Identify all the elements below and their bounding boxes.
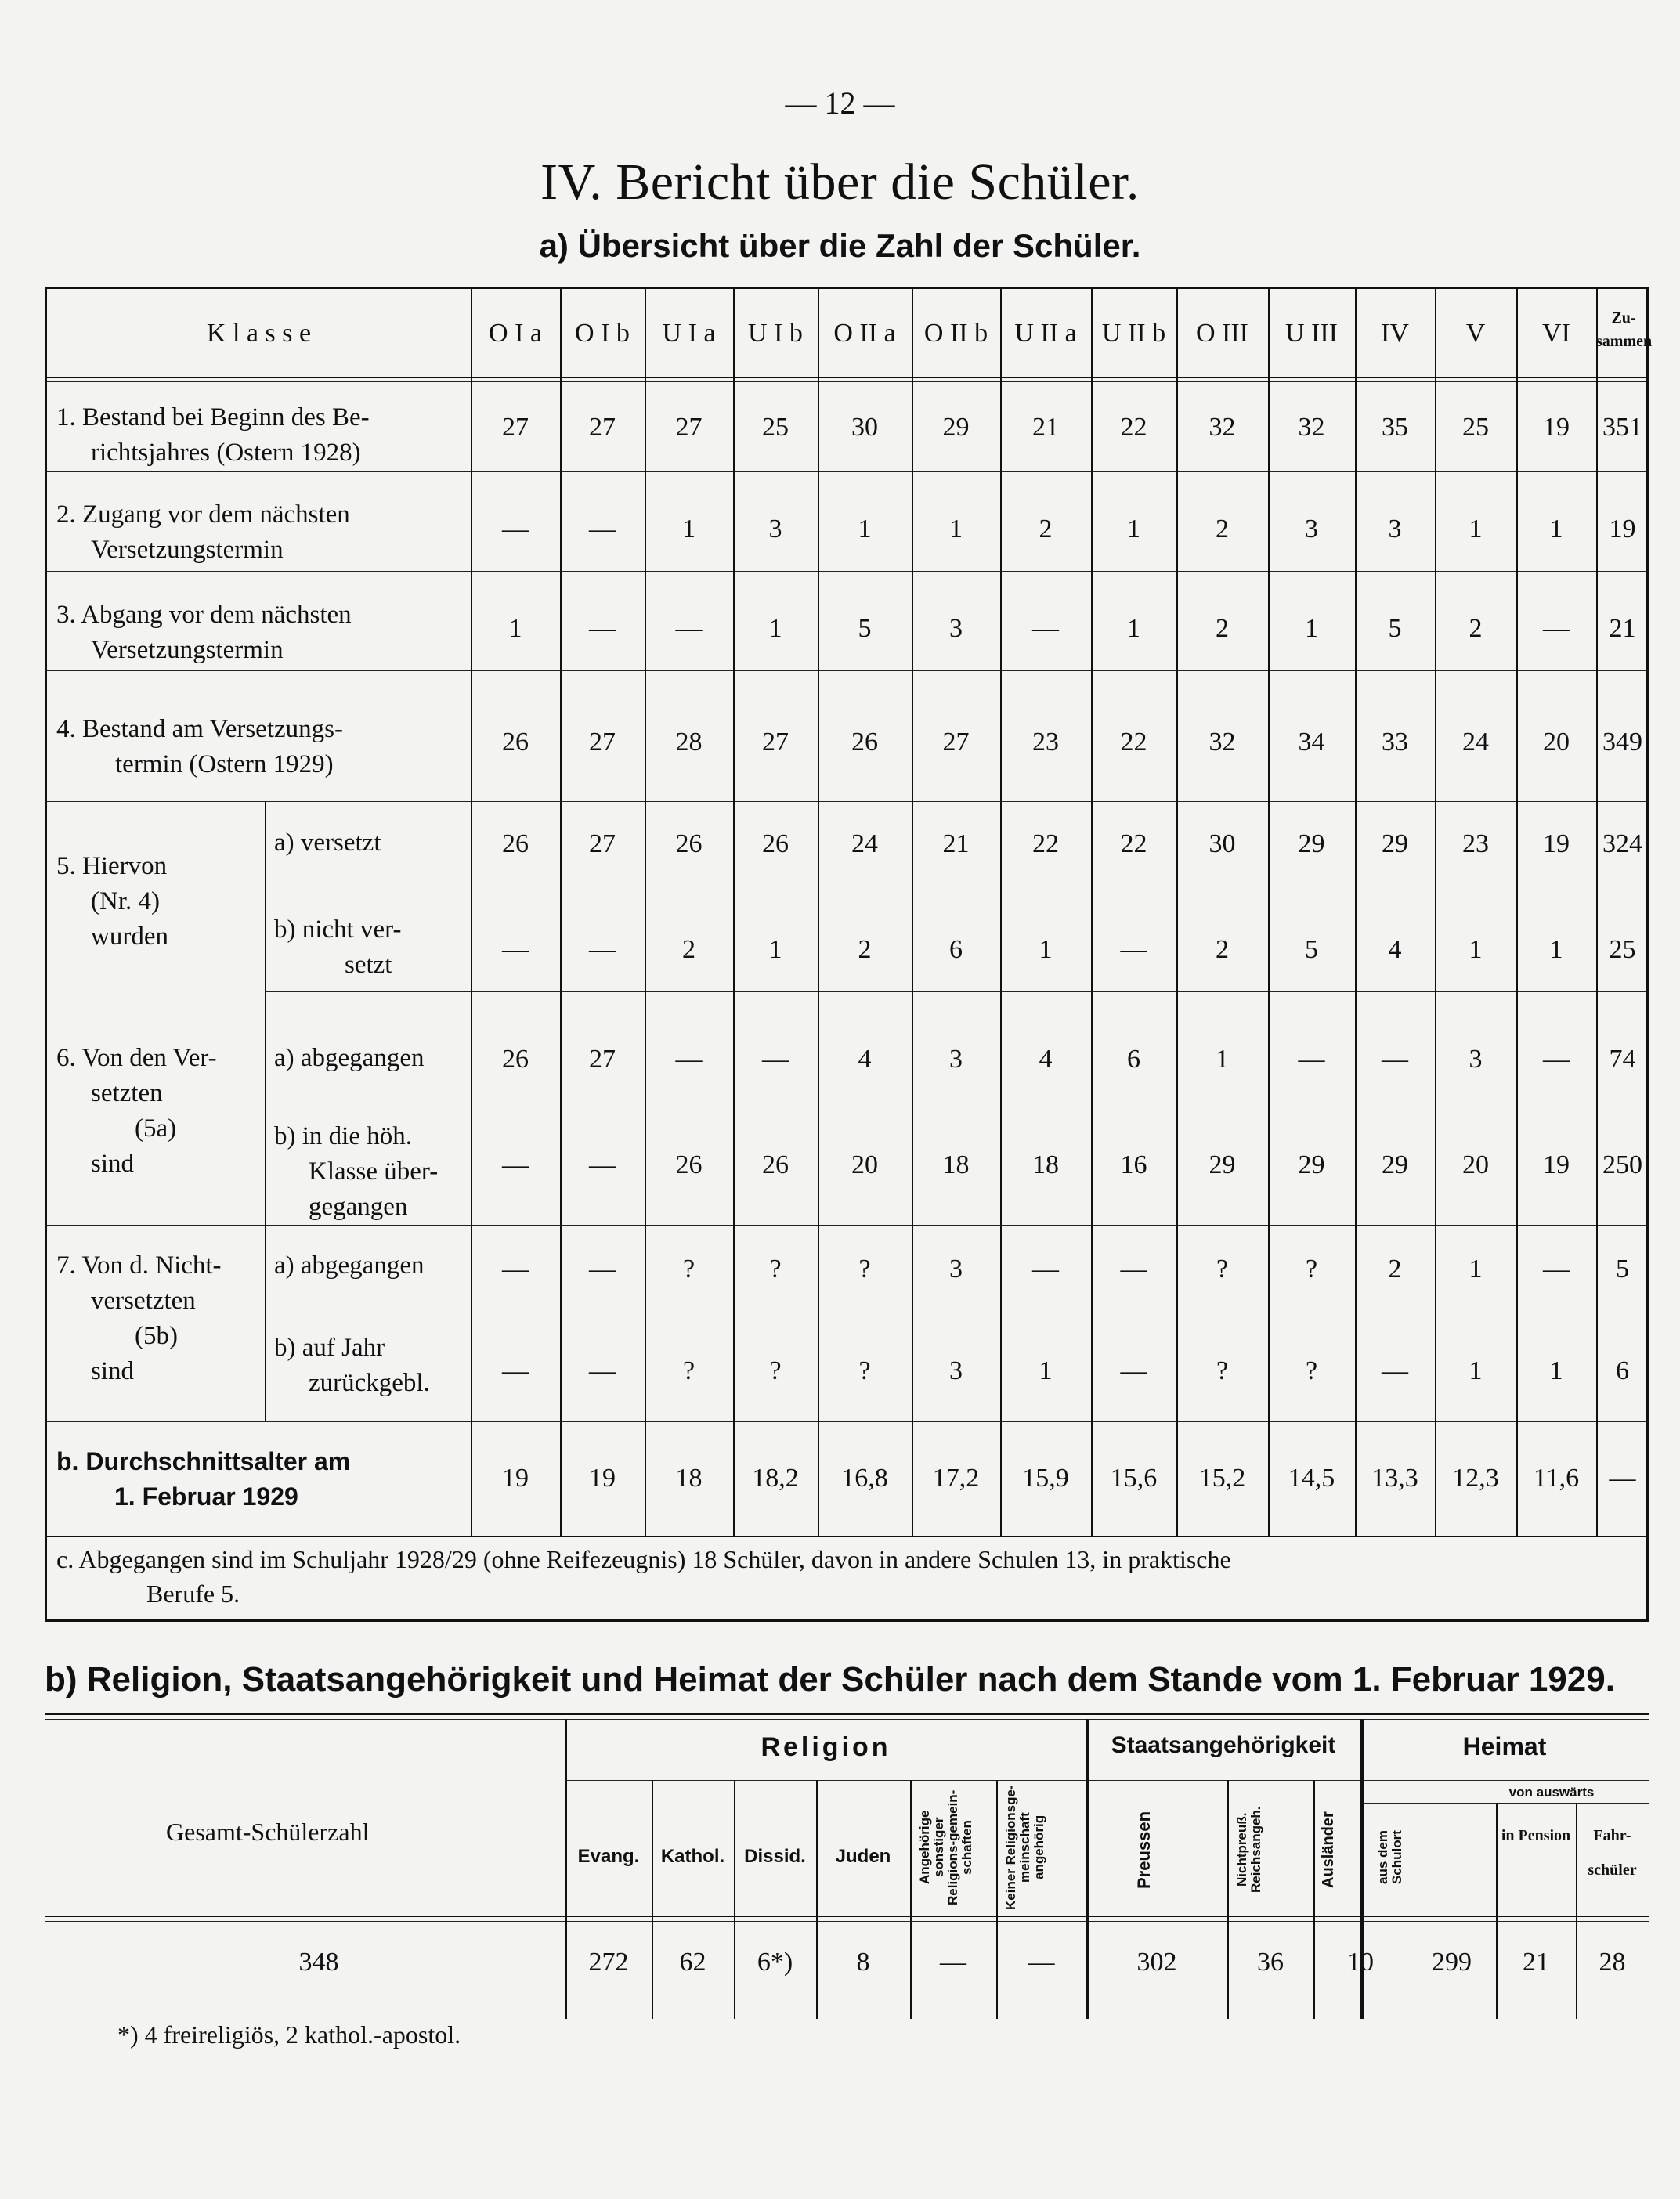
table-cell: 18 — [675, 1464, 703, 1493]
table-cell: — — [1382, 1356, 1408, 1385]
table-cell: 2 — [1469, 614, 1483, 643]
table-cell: 15,6 — [1110, 1464, 1158, 1493]
row-label: 7. Von d. Nicht- versetzten (5b) sind — [56, 1251, 222, 1385]
table-cell: — — [1120, 1255, 1147, 1284]
note-c: c. Abgegangen sind im Schuljahr 1928/29 (ohne Reifezeugnis) 18 Schüler, davon in andere Schulen 13, in praktische Berufe 5. — [56, 1545, 1231, 1608]
row-sublabel: b) auf Jahr zurückgebl. — [274, 1334, 430, 1397]
table-cell: 2 — [1216, 935, 1229, 964]
table-cell: 74 — [1609, 1045, 1636, 1074]
table-cell: 1 — [1469, 935, 1483, 964]
table-cell: 1 — [949, 515, 963, 543]
table-cell: 28 — [675, 728, 703, 756]
table-cell: 5 — [858, 614, 872, 643]
table-cell: 19 — [1609, 515, 1636, 543]
table-cell: 349 — [1602, 728, 1642, 756]
col-header: U I b — [748, 319, 803, 348]
table-cell: 24 — [851, 829, 878, 858]
section-b-title: b) Religion, Staatsangehörigkeit und Heimat der Schüler nach dem Stande vom 1. Februar 1929. — [45, 1660, 1615, 1699]
table-cell: 21 — [1609, 614, 1636, 643]
table-cell: 3 — [1469, 1045, 1483, 1074]
table-cell: 1 — [1127, 614, 1140, 643]
value-gesamt: 348 — [298, 1948, 339, 1977]
col-sonstige: Angehörige sonstiger Religions-gemein-schaften — [917, 1789, 974, 1905]
table-cell: 19 — [1543, 1150, 1570, 1179]
table-cell: 1 — [1039, 935, 1053, 964]
table-cell: 32 — [1209, 413, 1236, 442]
table-cell: — — [502, 1150, 529, 1179]
table-cell: 18 — [942, 1150, 970, 1179]
value-nichtpreuss: 36 — [1257, 1948, 1284, 1977]
table-cell: 27 — [589, 829, 616, 858]
table-cell: 3 — [949, 1045, 963, 1074]
table-cell: 20 — [851, 1150, 878, 1179]
table-cell: 3 — [949, 1356, 963, 1385]
table-cell: 32 — [1298, 413, 1325, 442]
table-cell: 3 — [949, 1255, 963, 1284]
table-cell: 29 — [1209, 1150, 1236, 1179]
table-cell: 3 — [768, 515, 782, 543]
section-a-title: a) Übersicht über die Zahl der Schüler. — [539, 227, 1141, 264]
table-cell: 1 — [1469, 515, 1483, 543]
col-header: O I a — [489, 319, 542, 348]
value-schulort: 299 — [1432, 1948, 1472, 1977]
col-preussen: Preussen — [1134, 1811, 1154, 1889]
page-number: — 12 — — [785, 85, 895, 121]
student-count-table — [45, 287, 1653, 1622]
value-pension: 21 — [1523, 1948, 1549, 1977]
table-cell: — — [502, 1255, 529, 1284]
value-fahr: 28 — [1599, 1948, 1626, 1977]
value-auslaender: 10 — [1347, 1948, 1374, 1977]
col-auslaender: Ausländer — [1320, 1811, 1337, 1888]
table-cell: — — [1609, 1464, 1636, 1493]
table-cell: ? — [682, 1356, 695, 1385]
table-cell: 5 — [1616, 1255, 1629, 1284]
table-cell: 5 — [1388, 614, 1402, 643]
value-juden: 8 — [856, 1948, 870, 1977]
row-label: 1. Bestand bei Beginn des Be- richtsjahres (Ostern 1928) — [56, 403, 370, 467]
table-cell: 2 — [858, 935, 872, 964]
von-auswaerts-header: von auswärts — [1508, 1785, 1595, 1800]
table-cell: 29 — [1298, 1150, 1325, 1179]
table-cell: 17,2 — [932, 1464, 980, 1493]
table-cell: 22 — [1120, 728, 1147, 756]
table-cell: 1 — [1469, 1255, 1483, 1284]
table-cell: 21 — [942, 829, 970, 858]
col-header: O III — [1195, 319, 1249, 348]
table-cell: — — [675, 614, 703, 643]
table-cell: — — [1543, 1045, 1570, 1074]
col-header: VI — [1542, 319, 1570, 348]
table-cell: — — [1543, 614, 1570, 643]
table-cell: — — [589, 515, 616, 543]
table-cell: — — [1120, 935, 1147, 964]
zusammen-header: Zu- sammen — [1596, 309, 1653, 350]
page-title: IV. Bericht über die Schüler. — [540, 153, 1140, 211]
table-cell: 30 — [1209, 829, 1236, 858]
table-cell: — — [1543, 1255, 1570, 1284]
table-cell: 1 — [768, 935, 782, 964]
row-sublabel: a) abgegangen — [274, 1044, 425, 1072]
col-fahr: Fahr-schüler — [1588, 1827, 1637, 1879]
table-cell: 1 — [858, 515, 872, 543]
col-kathol: Kathol. — [660, 1846, 725, 1867]
table-cell: — — [502, 1356, 529, 1385]
table-cell: ? — [858, 1255, 871, 1284]
table-cell: 1 — [508, 614, 522, 643]
table-cell: 29 — [1298, 829, 1325, 858]
col-header: V — [1465, 319, 1486, 348]
col-header: U I a — [662, 319, 716, 348]
table-cell: 1 — [1549, 1356, 1563, 1385]
table-cell: 250 — [1602, 1150, 1642, 1179]
table-cell: 25 — [762, 413, 789, 442]
col-schulort: aus dem Schulort — [1375, 1830, 1404, 1885]
table-cell: 20 — [1462, 1150, 1489, 1179]
table-cell: 1 — [1039, 1356, 1053, 1385]
table-cell: 32 — [1209, 728, 1236, 756]
col-header: U II a — [1014, 319, 1077, 348]
table-cell: 16,8 — [841, 1464, 888, 1493]
table-cell: 24 — [1462, 728, 1489, 756]
col-keiner: Keiner Religionsge-meinschaft angehörig — [1003, 1785, 1046, 1910]
table-cell: 20 — [1543, 728, 1570, 756]
table-cell: 27 — [589, 413, 616, 442]
table-cell: 1 — [1549, 515, 1563, 543]
table-cell: 26 — [502, 728, 529, 756]
table-cell: 6 — [1127, 1045, 1140, 1074]
table-cell: ? — [858, 1356, 871, 1385]
table-cell: 25 — [1462, 413, 1489, 442]
table-cell: 26 — [502, 1045, 529, 1074]
table-cell: 5 — [1305, 935, 1318, 964]
table-cell: 18 — [1032, 1150, 1059, 1179]
col-nichtpreuss: Nichtpreuß. Reichsangeh. — [1234, 1806, 1263, 1894]
table-cell: 19 — [1543, 413, 1570, 442]
table-cell: 351 — [1602, 413, 1642, 442]
table-cell: 1 — [1549, 935, 1563, 964]
table-cell: 19 — [589, 1464, 616, 1493]
table-cell: ? — [1216, 1356, 1229, 1385]
table-cell: 19 — [1543, 829, 1570, 858]
table-cell: 2 — [1388, 1255, 1402, 1284]
col-header: U III — [1284, 319, 1339, 348]
table-cell: 3 — [949, 614, 963, 643]
table-cell: 1 — [768, 614, 782, 643]
table-cell: 4 — [858, 1045, 872, 1074]
table-cell: 15,2 — [1198, 1464, 1246, 1493]
row-label: 5. Hiervon (Nr. 4) wurden — [56, 852, 168, 951]
table-cell: 22 — [1120, 413, 1147, 442]
value-preussen: 302 — [1136, 1948, 1177, 1977]
table-cell: 29 — [1382, 1150, 1408, 1179]
table-cell: 2 — [682, 935, 695, 964]
table-cell: — — [589, 614, 616, 643]
table-cell: 22 — [1032, 829, 1059, 858]
staat-header: Staatsangehörigkeit — [1111, 1732, 1336, 1758]
table-cell: 27 — [942, 728, 970, 756]
table-cell: 1 — [1127, 515, 1140, 543]
table-cell: 26 — [762, 1150, 789, 1179]
value-kathol: 62 — [679, 1948, 706, 1977]
table-cell: — — [1120, 1356, 1147, 1385]
table-cell: 26 — [762, 829, 789, 858]
table-cell: 3 — [1305, 515, 1318, 543]
klasse-header: K l a s s e — [206, 319, 312, 348]
row-label: 4. Bestand am Versetzungs- termin (Ostern 1929) — [56, 715, 343, 778]
row-sublabel: a) versetzt — [274, 829, 381, 857]
table-cell: 324 — [1602, 829, 1642, 858]
table-cell: ? — [769, 1356, 782, 1385]
col-pension: in Pension — [1501, 1827, 1571, 1844]
table-cell: 25 — [1609, 935, 1636, 964]
table-cell: — — [1382, 1045, 1408, 1074]
table-cell: 11,6 — [1533, 1464, 1580, 1493]
table-cell: — — [502, 515, 529, 543]
table-cell: 26 — [851, 728, 878, 756]
table-cell: ? — [769, 1255, 782, 1284]
table-cell: ? — [1216, 1255, 1229, 1284]
table-cell: 13,3 — [1371, 1464, 1418, 1493]
table-cell: 3 — [1388, 515, 1402, 543]
col-header: O II a — [833, 319, 896, 348]
table-cell: 35 — [1382, 413, 1408, 442]
table-cell: 2 — [1216, 515, 1229, 543]
table-cell: 27 — [502, 413, 529, 442]
table-cell: 27 — [762, 728, 789, 756]
table-cell: 1 — [1469, 1356, 1483, 1385]
table-cell: 27 — [589, 1045, 616, 1074]
row-sublabel: b) nicht ver- setzt — [274, 915, 402, 979]
table-cell: — — [589, 935, 616, 964]
row-label: 2. Zugang vor dem nächsten Versetzungstermin — [56, 500, 350, 564]
table-cell: 29 — [1382, 829, 1408, 858]
table-cell: 19 — [502, 1464, 529, 1493]
value-dissid: 6*) — [757, 1948, 793, 1977]
table-cell: ? — [1305, 1255, 1318, 1284]
heimat-header: Heimat — [1462, 1732, 1547, 1760]
table-cell: 18,2 — [752, 1464, 799, 1493]
table-cell: 4 — [1039, 1045, 1053, 1074]
table-cell: 15,9 — [1022, 1464, 1069, 1493]
footnote: *) 4 freireligiös, 2 kathol.-apostol. — [117, 2020, 461, 2049]
table-cell: 21 — [1032, 413, 1059, 442]
value-sonstige: — — [940, 1948, 966, 1977]
row-label: 6. Von den Ver- setzten (5a) sind — [56, 1044, 217, 1178]
table-cell: 26 — [675, 1150, 703, 1179]
col-header: O I b — [575, 319, 630, 348]
row-sublabel: a) abgegangen — [274, 1251, 425, 1280]
table-cell: ? — [682, 1255, 695, 1284]
row-label: b. Durchschnittsalter am 1. Februar 1929 — [56, 1447, 351, 1511]
gesamt-label: Gesamt-Schülerzahl — [166, 1818, 370, 1846]
col-dissid: Dissid. — [744, 1846, 806, 1867]
col-header: U II b — [1101, 319, 1166, 348]
table-cell: 14,5 — [1288, 1464, 1335, 1493]
table-cell: 23 — [1462, 829, 1489, 858]
religion-header: Religion — [761, 1732, 891, 1762]
table-cell: 27 — [675, 413, 703, 442]
table-cell: 12,3 — [1452, 1464, 1499, 1493]
table-cell: 1 — [682, 515, 695, 543]
table-cell: 6 — [1616, 1356, 1629, 1385]
table-cell: 4 — [1388, 935, 1402, 964]
table-cell: 29 — [942, 413, 970, 442]
col-header: O II b — [923, 319, 988, 348]
table-cell: — — [1032, 1255, 1059, 1284]
table-cell: 23 — [1032, 728, 1059, 756]
row-sublabel: b) in die höh. Klasse über- gegangen — [274, 1122, 439, 1221]
table-cell: 16 — [1120, 1150, 1147, 1179]
table-cell: — — [589, 1150, 616, 1179]
table-cell: 33 — [1382, 728, 1408, 756]
table-cell: — — [589, 1356, 616, 1385]
table-cell: 1 — [1216, 1045, 1229, 1074]
table-cell: 27 — [589, 728, 616, 756]
col-juden: Juden — [835, 1846, 891, 1867]
table-cell: 6 — [949, 935, 963, 964]
table-cell: — — [1298, 1045, 1325, 1074]
value-keiner: — — [1028, 1948, 1055, 1977]
table-cell: ? — [1305, 1356, 1318, 1385]
table-cell: 34 — [1298, 728, 1325, 756]
row-label: 3. Abgang vor dem nächsten Versetzungstermin — [56, 601, 352, 664]
table-cell: — — [675, 1045, 703, 1074]
col-header: IV — [1381, 319, 1409, 348]
table-cell: — — [589, 1255, 616, 1284]
table-cell: 30 — [851, 413, 878, 442]
table-cell: 26 — [502, 829, 529, 858]
value-evang: 272 — [588, 1948, 629, 1977]
table-cell: 2 — [1039, 515, 1053, 543]
table-cell: — — [1032, 614, 1059, 643]
table-cell: — — [502, 935, 529, 964]
table-cell: 1 — [1305, 614, 1318, 643]
col-evang: Evang. — [577, 1846, 640, 1867]
table-cell: — — [762, 1045, 789, 1074]
table-cell: 26 — [675, 829, 703, 858]
table-cell: 2 — [1216, 614, 1229, 643]
table-cell: 22 — [1120, 829, 1147, 858]
